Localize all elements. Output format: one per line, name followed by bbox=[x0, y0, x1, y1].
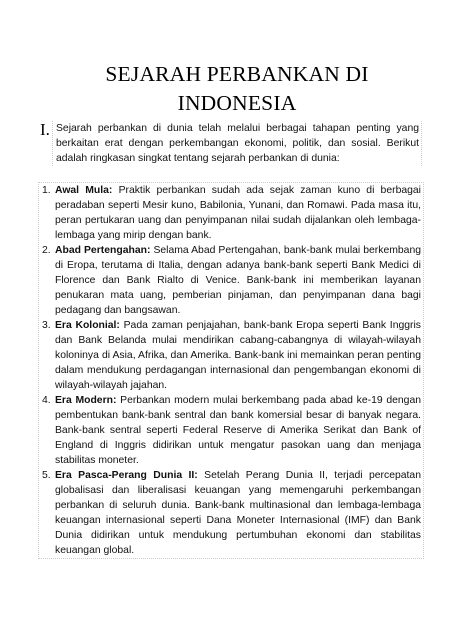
list-item bbox=[39, 393, 421, 468]
list-item-heading: Era Pasca-Perang Dunia II: bbox=[55, 470, 198, 481]
list-item-text: Perbankan modern mulai berkembang pada abad ke-19 dengan pembentukan bank-bank sentral dan bank komersial besar di banyak negara. Bank-bank sentral seperti Federal Reserve di Amerika Serikat dan Bank of England di Inggris didirikan untuk mengatur pasokan uang dan menjaga stabilitas moneter. bbox=[55, 395, 422, 466]
title-line-2: INDONESIA bbox=[177, 91, 297, 115]
list-item-number: 5. bbox=[42, 470, 51, 481]
list-item-text: Selama Abad Pertengahan, bank-bank mulai berkembang di Eropa, terutama di Italia, dengan adanya bank-bank seperti Bank Medici di Florence dan Bank Rialto di Venice. Bank-bank ini memberikan layanan penukaran mata uang, pemberian pinjaman, dan penyimpanan dana bagi pedagang dan bangsawan. bbox=[55, 245, 421, 316]
list-item-body bbox=[55, 393, 421, 468]
list-item bbox=[39, 183, 421, 243]
list-item-body bbox=[55, 183, 421, 243]
list-item-body bbox=[55, 468, 421, 558]
list-item-body bbox=[55, 318, 421, 393]
section-marker: I. bbox=[40, 120, 50, 139]
list-item-heading: Abad Pertengahan: bbox=[55, 245, 151, 256]
list-item bbox=[39, 318, 421, 393]
intro-paragraph: Sejarah perbankan di dunia telah melalui berbagai tahapan penting yang berkaitan erat dengan perkembangan ekonomi, politik, dan sosial. Berikut adalah ringkasan singkat tentang sejarah perbankan di dunia: bbox=[52, 121, 422, 166]
list-item-heading: Era Kolonial: bbox=[55, 320, 120, 331]
list-item-body bbox=[55, 243, 421, 318]
list-item-number: 2. bbox=[42, 245, 51, 256]
list-item-heading: Awal Mula: bbox=[55, 185, 113, 196]
list-item bbox=[39, 243, 421, 318]
list-item-text: Setelah Perang Dunia II, terjadi percepatan globalisasi dan liberalisasi keuangan yang memengaruhi perkembangan perbankan di seluruh dunia. Bank-bank multinasional dan lembaga-lembaga keuangan internasional seperti Dana Moneter Internasional (IMF) dan Bank Dunia didirikan untuk mendukung pertumbuhan ekonomi dan stabilitas keuangan global. bbox=[55, 470, 421, 556]
list-item-number: 1. bbox=[42, 185, 51, 196]
list-item-number: 4. bbox=[42, 395, 51, 406]
list-item bbox=[39, 468, 421, 558]
list-item-text: Praktik perbankan sudah ada sejak zaman kuno di berbagai peradaban seperti Mesir kuno, Babilonia, Yunani, dan Romawi. Pada masa itu, peran pertukaran uang dan penyimpanan nilai sudah dijalankan oleh lembaga-lembaga yang mirip dengan bank. bbox=[55, 185, 421, 241]
list-item-number: 3. bbox=[42, 320, 51, 331]
title-line-1: SEJARAH PERBANKAN DI bbox=[105, 62, 369, 86]
page-title bbox=[0, 60, 474, 118]
list-item-heading: Era Modern: bbox=[55, 395, 117, 406]
history-list bbox=[38, 182, 424, 559]
list-item-text: Pada zaman penjajahan, bank-bank Eropa seperti Bank Inggris dan Bank Belanda mulai mendirikan cabang-cabangnya di wilayah-wilayah koloninya di Asia, Afrika, dan Amerika. Bank-bank ini memainkan peran penting dalam mendukung perdagangan internasional dan pengembangan ekonomi di wilayah-wilayah jajahan. bbox=[55, 320, 421, 391]
